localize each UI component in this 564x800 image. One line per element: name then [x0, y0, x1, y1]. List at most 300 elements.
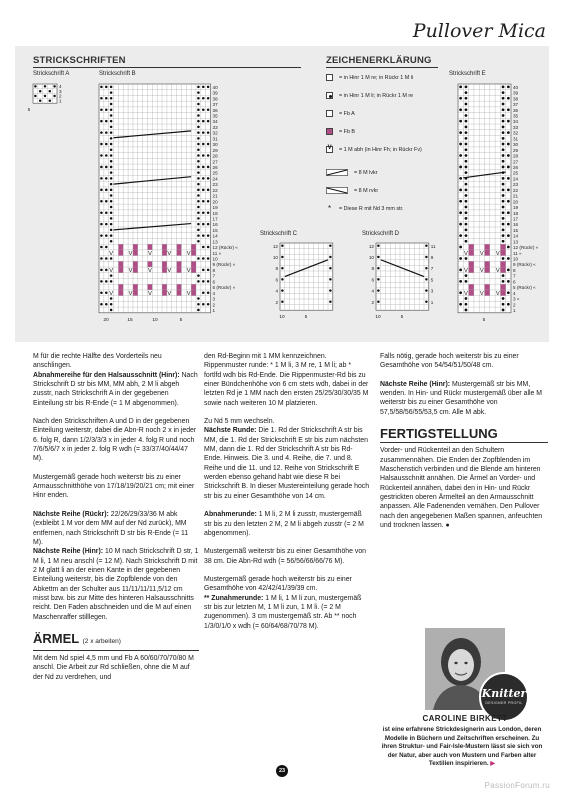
chart-cell-purl: [502, 154, 505, 157]
row-number: 24: [212, 176, 218, 182]
chart-cell-slip: V: [167, 268, 172, 275]
row-number: 40: [212, 84, 218, 90]
chart-cell-purl: [197, 97, 200, 100]
chart-cell-purl: [105, 246, 108, 249]
chart-cell-purl: [202, 211, 205, 214]
legend-label: = Diese R mit Nd 3 mm str.: [339, 205, 404, 212]
row-number: 29: [513, 147, 519, 153]
row-number: 28: [513, 153, 519, 159]
chart-cell-purl: [105, 86, 108, 89]
chart-cell-fb-b: [469, 284, 474, 290]
row-number: 33: [513, 124, 519, 130]
chart-cell-purl: [207, 234, 210, 237]
chart-cell-purl: [197, 234, 200, 237]
legend-heading: ZEICHENERKLÄRUNG: [326, 55, 432, 66]
chart-cell-purl: [39, 90, 41, 92]
chart-cell-purl: [507, 166, 510, 169]
chart-cell-purl: [53, 95, 55, 97]
chart-cell-slip: V: [128, 268, 133, 275]
chart-cell-purl: [459, 234, 462, 237]
chart-cell-purl: [465, 143, 468, 146]
chart-cell-purl: [197, 297, 200, 300]
chart-cell-purl: [507, 177, 510, 180]
row-number: 5 (Rückr) «: [212, 285, 236, 291]
chart-cell-purl: [100, 280, 103, 283]
chart-cell-purl: [207, 143, 210, 146]
chart-cell-fb-b: [177, 244, 182, 250]
chart-cell-fb-b: [148, 244, 153, 250]
chart-cell-purl: [197, 211, 200, 214]
chart-cell-purl: [100, 269, 103, 272]
chart-cell-purl: [197, 229, 200, 232]
chart-cell-purl: [197, 240, 200, 243]
chart-cell-purl: [502, 177, 505, 180]
chart-cell-purl: [502, 234, 505, 237]
chart-cell-purl: [507, 108, 510, 111]
chart-cell-purl: [459, 246, 462, 249]
chart-cell-fb-b: [500, 290, 505, 296]
end-mark-icon: ●: [445, 522, 450, 529]
chart-cell-fb-b: [148, 284, 153, 290]
chart-cell-purl: [105, 234, 108, 237]
chart-cell-fb-b: [177, 284, 182, 290]
chart-cell-purl: [459, 291, 462, 294]
chart-cell-purl: [110, 183, 113, 186]
paragraph: Mustergemäß gerade hoch weiterstr bis zu einer Gesamthöhe von 42/42/41/39/39 cm.: [204, 575, 352, 593]
chart-cell-purl: [459, 85, 462, 88]
chart-cell-purl: [377, 278, 379, 280]
row-number: 12 (Rückr) «: [212, 245, 238, 251]
chart-cell-purl: [502, 120, 505, 123]
charts-heading-rule: [33, 67, 301, 68]
paragraph-body: 1 M li, 2 M li zusstr, mustergemäß str bis zu den letzten 2 M, 2 M li abgeh zusstr (= 2 M abgenommen).: [204, 511, 364, 537]
section-heading-armel: [33, 631, 199, 649]
chart-cell-purl: [110, 160, 113, 163]
chart-cell-purl: [110, 200, 113, 203]
row-number: 22: [212, 187, 218, 193]
chart-cell-purl: [110, 303, 113, 306]
row-number: 38: [212, 96, 218, 102]
chart-cell-purl: [110, 211, 113, 214]
legend-item-fb-b: [326, 126, 456, 137]
chart-cell-fb-b: [485, 244, 490, 250]
row-number: 5: [430, 277, 434, 283]
paragraph-body: Mustergemäß str bis MM, wenden. In Hin- und Rückr mustergemäß über alle M weiterstr bis zu einer Gesamthöhe von 57,5/58/56/55/53,5 cm. Alle M abk.: [380, 380, 543, 416]
chart-cell-purl: [507, 303, 510, 306]
chart-cell-purl: [459, 188, 462, 191]
chart-cell-purl: [100, 211, 103, 214]
chart-cell-purl: [507, 234, 510, 237]
chart-cell-purl: [100, 303, 103, 306]
chart-cell-purl: [105, 154, 108, 157]
chart-cell-fb-b: [162, 261, 167, 267]
legend-label: = 8 M rvkr: [354, 187, 379, 194]
chart-cell-purl: [502, 166, 505, 169]
chart-cell-purl: [207, 97, 210, 100]
chart-cell-slip: V: [148, 291, 152, 298]
row-number: 27: [212, 159, 218, 165]
paragraph-head: ** Zunahmerunde:: [204, 594, 264, 602]
row-number: 36: [212, 107, 218, 113]
chart-cell-purl: [207, 166, 210, 169]
chart-cell-purl: [202, 166, 205, 169]
empty-square-icon: [326, 74, 333, 81]
chart-cell-purl: [100, 234, 103, 237]
row-number: 12: [272, 243, 278, 249]
chart-cell-purl: [465, 211, 468, 214]
chart-cell-slip: V: [479, 251, 484, 257]
chart-c-label: Strickschrift C: [260, 231, 298, 237]
chart-cell-purl: [202, 86, 205, 89]
chart-cell-purl: [44, 85, 46, 87]
chart-cell-fb-b: [191, 261, 196, 267]
watermark: PassionForum.ru: [484, 781, 550, 790]
row-number: 40: [513, 84, 519, 90]
legend-item-knit: [326, 72, 456, 83]
legend-label: = Fb B: [339, 128, 356, 135]
chart-cell-purl: [202, 154, 205, 157]
legend-item-cable-right: [326, 185, 456, 196]
chart-cell-purl: [502, 160, 505, 163]
chart-cell-purl: [110, 177, 113, 180]
chart-svg: [268, 243, 333, 320]
chart-cell-purl: [202, 280, 205, 283]
chart-cell-purl: [105, 223, 108, 226]
paragraph-body: Die 1. Rd der Strickschrift A str bis MM, die 1. Rd der Strickschrift E str bis zum nächsten MM, dann die 1. Rd der Strickschrift A str bis Rd-Ende. Hinweis. Die 3. und 4. Reihe, die 7. und 8. Reihe und die 11. und 12. Reihe von Strickschrift E werden ebenso gehand habt wie diese R bei Strickschrift B. In dieser Mustereinteilung gerade hoch str bis zu einer Gesamthöhe von 14 cm.: [204, 427, 370, 500]
legend-label: = 8 M lvkr: [354, 169, 378, 176]
chart-cell-purl: [465, 240, 468, 243]
legend-item-star: [326, 203, 456, 214]
chart-cell-purl: [105, 189, 108, 192]
chart-cell-purl: [425, 245, 427, 247]
chart-cell-purl: [502, 297, 505, 300]
row-number: 34: [212, 119, 218, 125]
chart-cell-purl: [465, 234, 468, 237]
chart-cell-purl: [100, 223, 103, 226]
chart-cell-fb-b: [162, 267, 167, 273]
chart-cell-slip: V: [495, 291, 500, 298]
row-number: 33: [212, 124, 218, 130]
chart-cell-purl: [465, 200, 468, 203]
row-number: 18: [212, 210, 218, 216]
chart-cell-purl: [110, 257, 113, 260]
chart-cell-purl: [100, 120, 103, 123]
chart-cell-purl: [197, 280, 200, 283]
paragraph: Nach den Strickschriften A und D in der gegebenen Einteilung weiterstr, dabei die Abn-R noch 2 x in jeder 6. folg R, dann 1/2/3/3/3 x in jeder 4. folg R und noch 7/6/5/6/7 x in jeder 2. folg R wdh (= 33/37/40/44/47 M).: [33, 418, 197, 463]
row-number: 32: [513, 130, 519, 136]
chart-cell-purl: [197, 194, 200, 197]
stitch-number: 15: [127, 317, 133, 323]
chart-cell-fb-b: [485, 284, 490, 290]
chart-cell-purl: [197, 143, 200, 146]
chart-cell-purl: [281, 245, 283, 247]
chart-cell-purl: [465, 228, 468, 231]
chart-cell-purl: [329, 256, 331, 258]
chart-cell-purl: [197, 108, 200, 111]
chart-cell-purl: [507, 291, 510, 294]
chart-cell-purl: [105, 303, 108, 306]
chart-cell-purl: [465, 160, 468, 163]
chart-cell-purl: [53, 85, 55, 87]
chart-cell-purl: [197, 131, 200, 134]
chart-cell-fb-b: [133, 261, 138, 267]
row-number: 12: [368, 243, 374, 249]
designer-bio-text: ist eine erfahrene Strickdesignerin aus London, deren Modelle in Büchern und Zeitschriften erscheinen. Zu ihren Struktur- und Fair-Isle-Mustern lässt sie sich von der Natur, aber auch von Mustern und Farben alter Textilien inspirieren.: [381, 726, 543, 768]
chart-cell-purl: [110, 240, 113, 243]
chart-cell-fb-b: [469, 261, 474, 267]
chart-cell-purl: [207, 108, 210, 111]
chart-cell-purl: [105, 257, 108, 260]
chart-cell-fb-b: [118, 290, 123, 296]
row-number: 17: [212, 216, 218, 222]
section-heading-text: ÄRMEL: [33, 630, 79, 646]
paragraph-body: 22/26/29/33/36 M abk (exbleibt 1 M vor dem MM auf der Nd zurück), MM entfernen, nach Strickschrift D str bis R-Ende (= 11 M).: [33, 510, 189, 546]
chart-cell-purl: [507, 154, 510, 157]
chart-cell-purl: [100, 131, 103, 134]
chart-cell-purl: [105, 131, 108, 134]
chart-cell-purl: [207, 269, 210, 272]
chart-cell-fb-b: [148, 261, 153, 267]
chart-cell-purl: [197, 114, 200, 117]
chart-cell-purl: [507, 211, 510, 214]
chart-cell-purl: [502, 257, 505, 260]
row-number: 2: [513, 302, 516, 308]
row-number: 23: [513, 182, 519, 188]
stitch-number: 5: [179, 317, 183, 323]
chart-cell-purl: [197, 166, 200, 169]
text-column-2: [204, 352, 370, 640]
chart-cell-purl: [507, 188, 510, 191]
chart-cell-purl: [105, 143, 108, 146]
chart-cell-purl: [502, 97, 505, 100]
chart-cell-purl: [329, 245, 331, 247]
chart-cell-purl: [110, 91, 113, 94]
row-number: 37: [212, 102, 218, 108]
chart-cell-purl: [110, 309, 113, 312]
stitch-number: 5: [304, 315, 308, 321]
page-number: 23: [276, 765, 288, 777]
chart-cell-purl: [105, 280, 108, 283]
chart-cell-purl: [202, 234, 205, 237]
chart-cell-purl: [502, 148, 505, 151]
chart-cell-purl: [44, 95, 46, 97]
chart-cell-purl: [197, 171, 200, 174]
chart-cell-purl: [110, 154, 113, 157]
designer-bio: [377, 726, 547, 769]
row-number: 8: [513, 267, 516, 273]
chart-cell-purl: [197, 183, 200, 186]
chart-cell-purl: [105, 292, 108, 295]
chart-cell-purl: [197, 257, 200, 260]
chart-cell-purl: [110, 103, 113, 106]
chart-cell-purl: [507, 200, 510, 203]
chart-cell-purl: [502, 206, 505, 209]
star-icon: *: [327, 204, 332, 213]
arrow-right-icon: ▶: [490, 760, 496, 768]
chart-cell-purl: [110, 86, 113, 89]
chart-cell-fb-b: [500, 250, 505, 256]
chart-cell-purl: [105, 166, 108, 169]
row-number: 28: [212, 153, 218, 159]
chart-cell-purl: [202, 108, 205, 111]
paragraph-body: Nach Strickschrift D str bis MM, MM abh, 2 M li abgeh zusstr, nach Strickschrift A in der gegebenen Einteilung str bis R-Ende (= 1 M abgenommen).: [33, 371, 198, 407]
chart-cell-purl: [110, 131, 113, 134]
chart-cell-slip: V: [495, 251, 500, 257]
row-number: 36: [513, 107, 519, 113]
row-number: 39: [212, 90, 218, 96]
chart-cell-purl: [100, 200, 103, 203]
row-number: 21: [212, 193, 218, 199]
chart-cell-purl: [49, 100, 51, 102]
chart-cell-purl: [507, 257, 510, 260]
chart-cell-purl: [110, 217, 113, 220]
chart-cell-fb-b: [191, 284, 196, 290]
row-number: 17: [513, 216, 519, 222]
paragraph: Mustergemäß weiterstr bis zu einer Gesamthöhe von 38 cm. Die Abn-Rd wdh (= 56/56/66/66/76 M).: [204, 548, 366, 565]
legend-item-fb-a: [326, 108, 456, 119]
row-number: 6: [275, 277, 278, 283]
stitch-number: 10: [152, 317, 158, 323]
chart-cell-slip: V: [464, 268, 468, 275]
chart-cell-purl: [197, 154, 200, 157]
row-number: 9 (Rückr) «: [513, 262, 536, 268]
section-rule: [380, 442, 548, 443]
chart-cell-purl: [425, 278, 427, 280]
chart-cell-purl: [502, 240, 505, 243]
chart-cell-purl: [465, 85, 468, 88]
chart-cell-purl: [202, 257, 205, 260]
chart-cell-purl: [281, 278, 283, 280]
chart-cell-purl: [197, 189, 200, 192]
row-number: 18: [513, 210, 519, 216]
chart-cell-fb-b: [485, 267, 490, 273]
chart-cell-slip: V: [186, 251, 191, 257]
chart-cell-slip: V: [479, 268, 484, 275]
chart-cell-purl: [105, 211, 108, 214]
chart-cell-fb-b: [118, 267, 123, 273]
row-number: 12 (Rückr) «: [513, 245, 539, 251]
chart-cell-purl: [459, 120, 462, 123]
chart-cell-fb-b: [500, 244, 505, 250]
paragraph-head: Nächste Reihe (Rückr):: [33, 510, 109, 518]
row-number: 30: [513, 142, 519, 148]
chart-d-label: Strickschrift D: [362, 231, 400, 237]
chart-cell-purl: [110, 137, 113, 140]
chart-cell-purl: [207, 211, 210, 214]
chart-cell-purl: [502, 274, 505, 277]
chart-cell-purl: [197, 91, 200, 94]
chart-cell-slip: V: [109, 251, 114, 257]
chart-cell-purl: [100, 177, 103, 180]
knitter-logo-text: Knitter: [481, 687, 527, 700]
chart-a-grid: [27, 84, 67, 118]
charts-heading: STRICKSCHRIFTEN: [33, 55, 126, 66]
paragraph: [33, 371, 199, 408]
chart-cell-fb-b: [162, 244, 167, 250]
paragraph-head: Nächste Reihe (Hinr):: [380, 380, 451, 388]
row-number: 2: [275, 299, 278, 305]
chart-cell-purl: [49, 90, 51, 92]
chart-cell-purl: [459, 223, 462, 226]
row-number: 7: [430, 266, 434, 272]
chart-cell-purl: [34, 85, 36, 87]
paragraph-head: Nächste Runde:: [204, 427, 257, 435]
chart-svg: [99, 84, 239, 323]
row-number: 13: [513, 239, 519, 245]
fb-b-square-icon: [326, 128, 333, 135]
chart-cell-purl: [502, 143, 505, 146]
chart-cell-purl: [202, 189, 205, 192]
row-number: 6: [371, 277, 374, 283]
chart-cell-purl: [465, 120, 468, 123]
chart-cell-purl: [39, 100, 41, 102]
chart-cell-purl: [465, 194, 468, 197]
chart-cell-purl: [110, 223, 113, 226]
row-number: 31: [212, 136, 218, 142]
paragraph: Zu Nd 5 mm wechseln.: [204, 418, 275, 426]
chart-cell-purl: [207, 177, 210, 180]
chart-cell-purl: [100, 166, 103, 169]
section-heading-fertigstellung: FERTIGSTELLUNG: [380, 426, 498, 442]
chart-cell-slip: V: [148, 268, 152, 275]
row-number: 4: [513, 290, 516, 296]
chart-cell-fb-b: [469, 244, 474, 250]
chart-cell-purl: [110, 280, 113, 283]
row-number: 19: [212, 205, 218, 211]
row-number: 21: [513, 193, 519, 199]
chart-cell-fb-b: [118, 244, 123, 250]
chart-cell-purl: [507, 131, 510, 134]
section-heading-note: (2 x arbeiten): [82, 637, 121, 645]
row-number: 10: [513, 256, 519, 262]
chart-cell-purl: [100, 257, 103, 260]
chart-cell-fb-b: [133, 250, 138, 256]
chart-cell-purl: [110, 206, 113, 209]
chart-cell-purl: [110, 143, 113, 146]
chart-cell-purl: [377, 289, 379, 291]
chart-cell-purl: [110, 108, 113, 111]
paragraph: [380, 446, 548, 530]
legend-label: = 1 M abh (in Hinr Fh; in Rückr Fv): [339, 146, 422, 153]
chart-cell-purl: [197, 309, 200, 312]
chart-cell-fb-b: [133, 290, 138, 296]
chart-cell-purl: [329, 289, 331, 291]
row-number: 11: [430, 243, 436, 249]
paragraph-head: Nächste Reihe (Hinr):: [33, 548, 104, 556]
chart-cell-purl: [502, 223, 505, 226]
chart-cell-purl: [207, 246, 210, 249]
chart-cell-purl: [465, 108, 468, 111]
chart-cell-purl: [100, 97, 103, 100]
designer-name: CAROLINE BIRKETT: [422, 714, 508, 723]
paragraph-body: Vorder- und Rückenteil an den Schultern zusammennähen. Die Enden der Zopfblenden im Maschenstich verbinden und die Blende am hinteren Halsausschnitt annähen. Die Ärmel an Vorder- und Rückenteil annähen, dabei den in Hin- und Rückr gestrickten oberen Ärmelteil an den Armausschnitt anpassen. Alle Fadenenden vernähen. Den Pullover nach den angegebenen Maßen spannen, anfeuchten und trocknen lassen.: [380, 447, 543, 529]
row-number: 14: [513, 233, 519, 239]
chart-cell-purl: [502, 194, 505, 197]
chart-cell-purl: [197, 303, 200, 306]
row-number: 9: [430, 255, 434, 260]
legend-label: = Fb A: [339, 110, 355, 117]
row-number: 20: [513, 199, 519, 205]
row-number: 23: [212, 182, 218, 188]
row-number: 30: [212, 142, 218, 148]
chart-cell-purl: [110, 297, 113, 300]
chart-cell-purl: [105, 200, 108, 203]
legend-list: [326, 72, 456, 214]
legend-item-cable-left: [326, 167, 456, 178]
chart-cell-purl: [459, 131, 462, 134]
row-number: 4: [371, 288, 374, 294]
page-title: Pullover Mica: [412, 20, 546, 42]
